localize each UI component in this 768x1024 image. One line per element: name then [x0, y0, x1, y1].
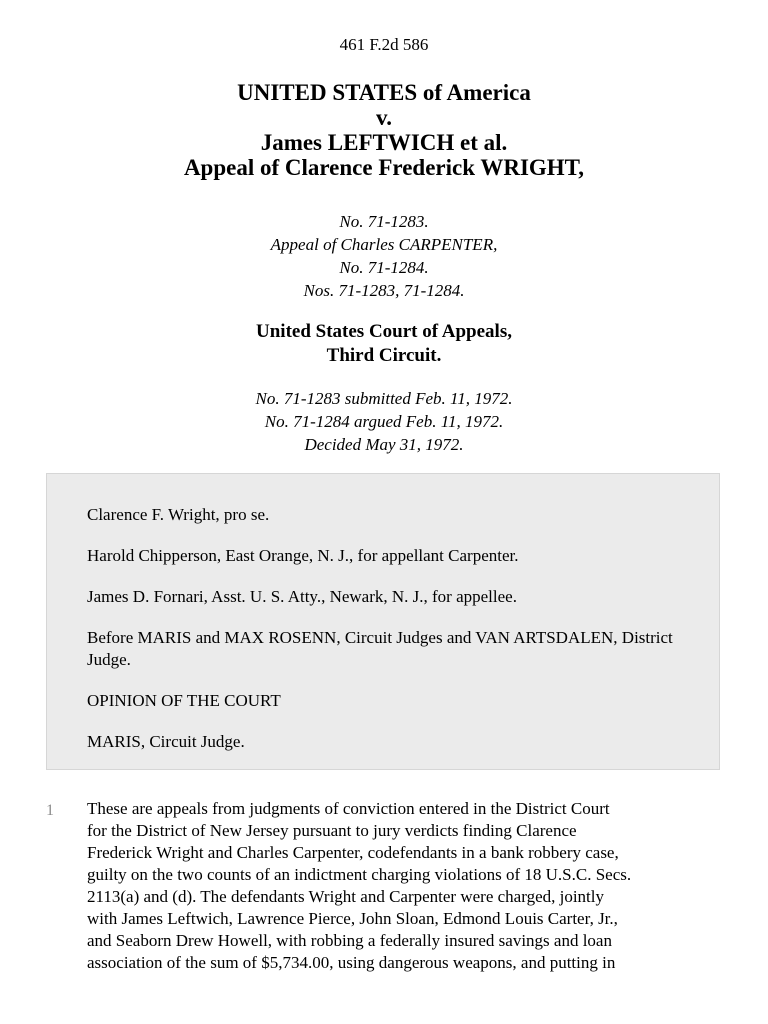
case-caption: [0, 80, 768, 180]
case-dates: [0, 387, 768, 456]
caption-plaintiff: UNITED STATES of America: [237, 80, 531, 105]
court-line: United States Court of Appeals,: [256, 321, 512, 342]
paragraph-line: guilty on the two counts of an indictment charging violations of 18 U.S.C. Secs.: [87, 865, 632, 884]
case-citation: 461 F.2d 586: [339, 35, 429, 54]
paragraph-line: Frederick Wright and Charles Carpenter, codefendants in a bank robbery case,: [87, 843, 619, 862]
date-line: No. 71-1283 submitted Feb. 11, 1972.: [255, 389, 513, 408]
paragraph-text: [87, 798, 727, 974]
author-judge: MARIS, Circuit Judge.: [87, 732, 245, 751]
docket-line: Nos. 71-1283, 71-1284.: [303, 281, 465, 300]
paragraph-line: for the District of New Jersey pursuant to jury verdicts finding Clarence: [87, 821, 577, 840]
paragraph-line: with James Leftwich, Lawrence Pierce, John Sloan, Edmond Louis Carter, Jr.,: [87, 909, 618, 928]
counsel-entry: Clarence F. Wright, pro se.: [87, 505, 270, 524]
paragraph-line: association of the sum of $5,734.00, using dangerous weapons, and putting in: [87, 953, 616, 972]
judges-entry: Before MARIS and MAX ROSENN, Circuit Judges and VAN ARTSDALEN, District Judge.: [87, 628, 673, 669]
docket-line: Appeal of Charles CARPENTER,: [270, 235, 498, 254]
court-name: [0, 320, 768, 368]
opinion-heading: OPINION OF THE COURT: [87, 691, 281, 710]
caption-versus: v.: [376, 105, 392, 130]
paragraph-line: and Seaborn Drew Howell, with robbing a federally insured savings and loan: [87, 931, 612, 950]
date-line: Decided May 31, 1972.: [304, 435, 464, 454]
court-line: Third Circuit.: [326, 345, 442, 366]
counsel-panel: [46, 473, 720, 770]
docket-line: No. 71-1283.: [339, 212, 429, 231]
docket-line: No. 71-1284.: [339, 258, 429, 277]
paragraph-line: 2113(a) and (d). The defendants Wright and Carpenter were charged, jointly: [87, 887, 605, 906]
counsel-entry: James D. Fornari, Asst. U. S. Atty., Newark, N. J., for appellee.: [87, 587, 517, 606]
date-line: No. 71-1284 argued Feb. 11, 1972.: [264, 412, 504, 431]
counsel-entry: Harold Chipperson, East Orange, N. J., for appellant Carpenter.: [87, 546, 519, 565]
docket-numbers: [0, 210, 768, 302]
paragraph-line: These are appeals from judgments of conviction entered in the District Court: [87, 799, 610, 818]
caption-appellant: Appeal of Clarence Frederick WRIGHT,: [183, 155, 585, 180]
paragraph-number: 1: [46, 802, 54, 819]
caption-defendant: James LEFTWICH et al.: [260, 130, 508, 155]
